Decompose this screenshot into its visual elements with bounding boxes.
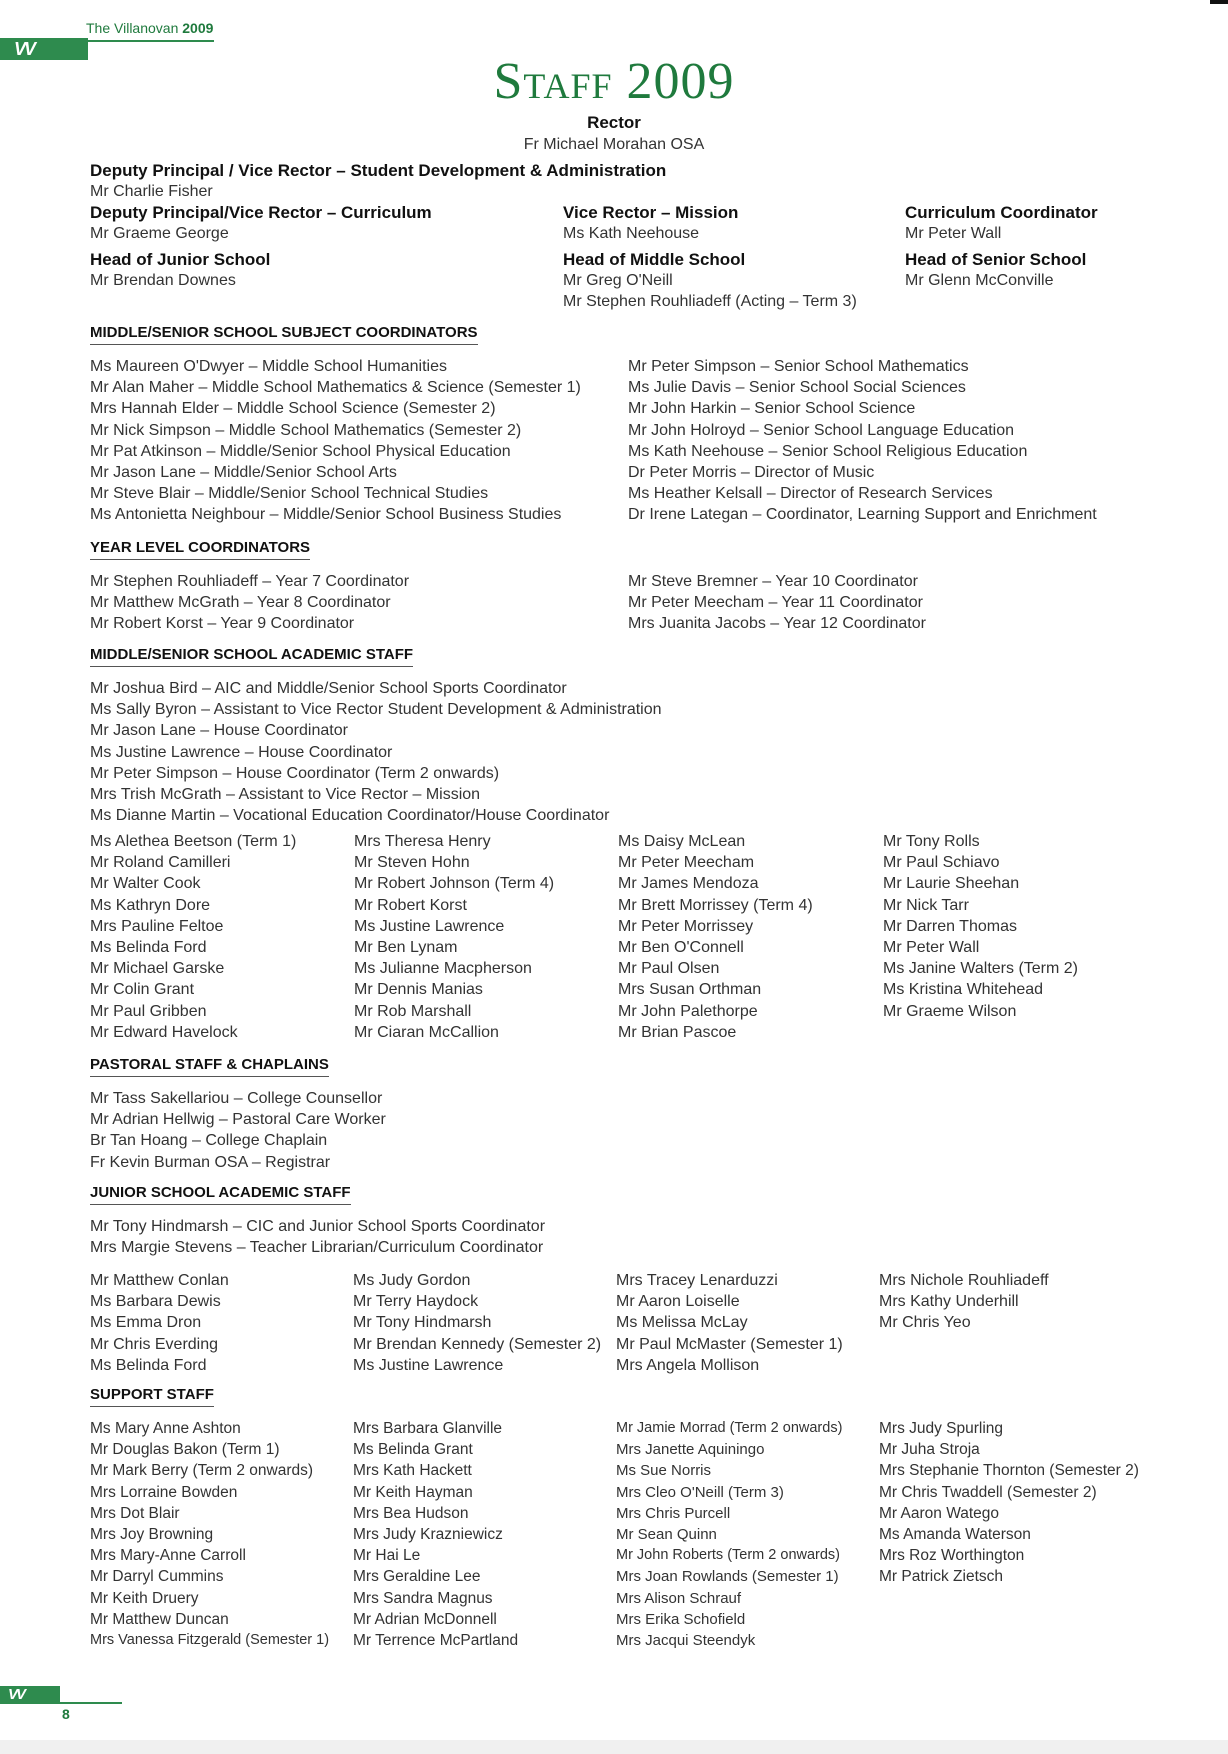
rector-role: Rector [587, 113, 641, 132]
list-item: Mr John Harkin – Senior School Science [628, 400, 916, 418]
list-item: Mr Tass Sakellariou – College Counsellor [90, 1090, 383, 1107]
list-item: Mr Steve Bremner – Year 10 Coordinator [628, 573, 918, 590]
list-item: Mr Keith Druery [90, 1589, 199, 1607]
list-item: Mr Peter Meecham – Year 11 Coordinator [628, 594, 923, 612]
list-item: Ms Justine Lawrence – House Coordinator [90, 743, 393, 761]
list-item: Mr Graeme Wilson [883, 1002, 1017, 1020]
head-senior-role: Head of Senior School [905, 250, 1087, 269]
curr-coord-role: Curriculum Coordinator [905, 203, 1098, 222]
list-item: Mrs Kathy Underhill [879, 1293, 1019, 1311]
list-item: Mr Stephen Rouhliadeff – Year 7 Coordinator [90, 573, 410, 590]
list-item: Mr Nick Tarr [883, 896, 969, 914]
head-senior-name: Mr Glenn McConville [905, 272, 1054, 289]
list-item: Mr Darren Thomas [883, 917, 1017, 935]
list-item: Mrs Jacqui Steendyk [616, 1632, 756, 1650]
list-item: Mr Alan Maher – Middle School Mathematics & Science (Semester 1) [90, 379, 581, 397]
list-item: Ms Kathryn Dore [90, 896, 211, 914]
list-item: Ms Julianne Macpherson [354, 960, 532, 978]
list-item: Mr John Roberts (Term 2 onwards) [616, 1547, 841, 1564]
list-item: Mr John Holroyd – Senior School Language Education [628, 421, 1015, 439]
list-item: Mrs Margie Stevens – Teacher Librarian/Curriculum Coordinator [90, 1239, 544, 1257]
list-item: Mr Tony Hindmarsh – CIC and Junior School Sports Coordinator [90, 1218, 546, 1235]
section-heading-subject-coordinators: MIDDLE/SENIOR SCHOOL SUBJECT COORDINATORS [90, 324, 478, 345]
list-item: Mr Aaron Watego [879, 1504, 1000, 1522]
list-item: Br Tan Hoang – College Chaplain [90, 1132, 328, 1150]
list-item: Ms Daisy McLean [618, 833, 746, 850]
list-item: Mrs Sandra Magnus [353, 1589, 493, 1607]
list-item: Mrs Angela Mollison [616, 1356, 760, 1374]
list-item: Mr Douglas Bakon (Term 1) [90, 1441, 280, 1459]
academic-staff-col3 [618, 831, 813, 1043]
list-item: Mr Jason Lane – House Coordinator [90, 722, 348, 740]
support-col2 [353, 1418, 518, 1651]
list-item: Ms Heather Kelsall – Director of Research Services [628, 485, 993, 503]
list-item: Mr Nick Simpson – Middle School Mathematics (Semester 2) [90, 421, 522, 439]
head-middle-name: Mr Greg O'Neill [563, 272, 673, 289]
list-item: Mr Brendan Kennedy (Semester 2) [353, 1335, 602, 1353]
list-item: Mr Matthew Conlan [90, 1272, 229, 1289]
list-item: Mr Juha Stroja [879, 1441, 980, 1459]
list-item: Mr Paul McMaster (Semester 1) [616, 1335, 843, 1353]
list-item: Ms Belinda Ford [90, 1356, 207, 1374]
list-item: Mrs Nichole Rouhliadeff [879, 1272, 1049, 1289]
list-item: Mrs Trish McGrath – Assistant to Vice Rector – Mission [90, 786, 481, 804]
vr-mission-name: Ms Kath Neehouse [563, 225, 700, 242]
list-item: Mr John Palethorpe [618, 1002, 758, 1020]
footer-rule [60, 1702, 122, 1704]
junior-col4 [879, 1270, 1049, 1334]
list-item: Mr Chris Twaddell (Semester 2) [879, 1483, 1097, 1501]
list-item: Ms Belinda Grant [353, 1441, 473, 1459]
list-item: Mr Darryl Cummins [90, 1568, 224, 1586]
list-item: Mrs Dot Blair [90, 1504, 180, 1522]
deputy-curr-role: Deputy Principal/Vice Rector – Curriculum [90, 203, 432, 222]
head-junior-role: Head of Junior School [90, 250, 271, 269]
section-heading-junior-staff: JUNIOR SCHOOL ACADEMIC STAFF [90, 1184, 351, 1205]
list-item: Mrs Susan Orthman [618, 981, 762, 999]
list-item: Mrs Kath Hackett [353, 1462, 472, 1480]
list-item: Mr Peter Simpson – House Coordinator (Term 2 onwards) [90, 764, 500, 782]
list-item: Mr Adrian Hellwig – Pastoral Care Worker [90, 1111, 386, 1129]
list-item: Mr Matthew McGrath – Year 8 Coordinator [90, 594, 391, 612]
list-item: Mr Edward Havelock [90, 1023, 238, 1041]
footer-logo: VV [8, 1686, 25, 1703]
list-item: Mrs Geraldine Lee [353, 1568, 481, 1586]
section-heading-support-staff: SUPPORT STAFF [90, 1386, 214, 1407]
junior-col2 [353, 1270, 601, 1376]
list-item: Mr Laurie Sheehan [883, 875, 1020, 893]
list-item: Mr Michael Garske [90, 960, 225, 978]
list-item: Mrs Barbara Glanville [353, 1420, 503, 1437]
academic-staff-col4 [883, 831, 1078, 1022]
junior-col3 [616, 1270, 843, 1376]
list-item: Mr Peter Simpson – Senior School Mathematics [628, 358, 969, 375]
head-junior-name: Mr Brendan Downes [90, 272, 236, 289]
list-item: Mr Roland Camilleri [90, 854, 231, 872]
list-item: Mrs Lorraine Bowden [90, 1483, 238, 1501]
list-item: Mr Keith Hayman [353, 1483, 473, 1501]
year-level-left [90, 571, 409, 635]
list-item: Mrs Judy Spurling [879, 1420, 1004, 1437]
list-item: Mrs Janette Aquiningo [616, 1441, 765, 1459]
section-heading-pastoral: PASTORAL STAFF & CHAPLAINS [90, 1056, 329, 1077]
list-item: Mrs Erika Schofield [616, 1610, 746, 1628]
list-item: Ms Alethea Beetson (Term 1) [90, 833, 297, 850]
list-item: Mr Ciaran McCallion [354, 1023, 499, 1041]
subject-coordinators-left [90, 356, 581, 526]
list-item: Mrs Mary-Anne Carroll [90, 1547, 246, 1565]
list-item: Mr Tony Rolls [883, 833, 980, 850]
list-item: Mr Pat Atkinson – Middle/Senior School Physical Education [90, 442, 511, 460]
list-item: Mr Aaron Loiselle [616, 1293, 740, 1311]
academic-staff-col2 [354, 831, 554, 1043]
list-item: Mr Paul Schiavo [883, 854, 1000, 872]
subject-coordinators-right [628, 356, 1097, 526]
vr-mission-role: Vice Rector – Mission [563, 203, 739, 222]
list-item: Mr Chris Everding [90, 1335, 219, 1353]
year-level-right [628, 571, 926, 635]
list-item: Ms Emma Dron [90, 1314, 202, 1332]
list-item: Mrs Roz Worthington [879, 1547, 1025, 1565]
support-col4 [879, 1418, 1139, 1588]
list-item: Fr Kevin Burman OSA – Registrar [90, 1153, 331, 1171]
list-item: Ms Melissa McLay [616, 1314, 748, 1332]
list-item: Ms Kath Neehouse – Senior School Religious Education [628, 442, 1028, 460]
list-item: Mr Peter Morrissey [618, 917, 754, 935]
list-item: Mrs Joy Browning [90, 1526, 214, 1544]
list-item: Mr Robert Johnson (Term 4) [354, 875, 555, 893]
deputy-sd-role: Deputy Principal / Vice Rector – Student Development & Administration [90, 161, 667, 180]
header-rule [88, 40, 214, 42]
list-item: Dr Peter Morris – Director of Music [628, 464, 875, 482]
list-item: Ms Judy Gordon [353, 1272, 471, 1289]
villanovan-logo: VV [14, 39, 35, 59]
rector-name: Fr Michael Morahan OSA [523, 136, 705, 153]
page-title: Staff 2009 [493, 53, 735, 110]
list-item: Mrs Theresa Henry [354, 833, 491, 850]
list-item: Mrs Judy Krazniewicz [353, 1526, 503, 1544]
list-item: Mr Mark Berry (Term 2 onwards) [90, 1462, 314, 1480]
list-item: Mrs Juanita Jacobs – Year 12 Coordinator [628, 615, 926, 633]
list-item: Ms Amanda Waterson [879, 1526, 1031, 1544]
list-item: Mrs Hannah Elder – Middle School Science (Semester 2) [90, 400, 496, 418]
list-item: Ms Dianne Martin – Vocational Education Coordinator/House Coordinator [90, 807, 610, 825]
list-item: Ms Maureen O'Dwyer – Middle School Humanities [90, 358, 447, 375]
list-item: Mr Walter Cook [90, 875, 201, 893]
header-publication: The Villanovan 2009 [86, 20, 214, 36]
support-col3 [616, 1418, 842, 1651]
list-item: Mr James Mendoza [618, 875, 759, 893]
list-item: Mr Steve Blair – Middle/Senior School Technical Studies [90, 485, 489, 503]
corner-mark [1210, 0, 1228, 4]
list-item: Mr Patrick Zietsch [879, 1568, 1004, 1586]
head-middle-acting: Mr Stephen Rouhliadeff (Acting – Term 3) [563, 293, 857, 310]
list-item: Mr Terrence McPartland [353, 1632, 519, 1650]
list-item: Mrs Alison Schrauf [616, 1589, 742, 1607]
list-item: Mr Paul Olsen [618, 960, 720, 978]
section-heading-year-level: YEAR LEVEL COORDINATORS [90, 539, 310, 560]
junior-col1 [90, 1270, 229, 1376]
list-item: Mrs Joan Rowlands (Semester 1) [616, 1568, 839, 1586]
list-item: Mr Robert Korst – Year 9 Coordinator [90, 615, 355, 633]
list-item: Mrs Vanessa Fitzgerald (Semester 1) [90, 1632, 330, 1649]
deputy-curr-name: Mr Graeme George [90, 225, 229, 242]
list-item: Ms Sue Norris [616, 1462, 712, 1480]
list-item: Ms Barbara Dewis [90, 1293, 221, 1311]
list-item: Mr Joshua Bird – AIC and Middle/Senior School Sports Coordinator [90, 680, 567, 697]
list-item: Mr Brian Pascoe [618, 1023, 737, 1041]
list-item: Ms Janine Walters (Term 2) [883, 960, 1078, 978]
list-item: Mrs Cleo O'Neill (Term 3) [616, 1483, 784, 1501]
list-item: Dr Irene Lategan – Coordinator, Learning Support and Enrichment [628, 506, 1097, 524]
list-item: Ms Sally Byron – Assistant to Vice Rector Student Development & Administration [90, 701, 662, 719]
list-item: Mr Ben Lynam [354, 939, 458, 957]
list-item: Mr Hai Le [353, 1547, 421, 1565]
section-heading-academic-staff: MIDDLE/SENIOR SCHOOL ACADEMIC STAFF [90, 646, 413, 667]
list-item: Ms Justine Lawrence [354, 917, 505, 935]
list-item: Ms Julie Davis – Senior School Social Sciences [628, 379, 966, 397]
list-item: Mr Sean Quinn [616, 1526, 717, 1544]
list-item: Mrs Stephanie Thornton (Semester 2) [879, 1462, 1139, 1480]
list-item: Ms Antonietta Neighbour – Middle/Senior School Business Studies [90, 506, 562, 524]
list-item: Mr Jamie Morrad (Term 2 onwards) [616, 1420, 843, 1436]
list-item: Mr Steven Hohn [354, 854, 470, 872]
pastoral-list [90, 1088, 386, 1173]
list-item: Ms Justine Lawrence [353, 1356, 504, 1374]
list-item: Ms Kristina Whitehead [883, 981, 1044, 999]
list-item: Mr Terry Haydock [353, 1293, 479, 1311]
page-number: 8 [62, 1706, 70, 1722]
list-item: Mr Jason Lane – Middle/Senior School Arts [90, 464, 397, 482]
list-item: Mr Rob Marshall [354, 1002, 472, 1020]
support-col1 [90, 1418, 329, 1651]
list-item: Mrs Tracey Lenarduzzi [616, 1272, 778, 1289]
academic-staff-roles [90, 678, 662, 826]
list-item: Mr Brett Morrissey (Term 4) [618, 896, 813, 914]
list-item: Ms Mary Anne Ashton [90, 1420, 241, 1437]
list-item: Mr Tony Hindmarsh [353, 1314, 492, 1332]
list-item: Mr Adrian McDonnell [353, 1610, 497, 1628]
page-bottom-edge [0, 1740, 1228, 1754]
list-item: Mr Colin Grant [90, 981, 195, 999]
list-item: Mr Ben O'Connell [618, 939, 744, 957]
list-item: Mr Paul Gribben [90, 1002, 207, 1020]
list-item: Mr Dennis Manias [354, 981, 483, 999]
curr-coord-name: Mr Peter Wall [905, 225, 1002, 242]
list-item: Mrs Bea Hudson [353, 1504, 469, 1522]
junior-roles [90, 1216, 545, 1258]
head-middle-role: Head of Middle School [563, 250, 746, 269]
list-item: Mr Matthew Duncan [90, 1610, 229, 1628]
list-item: Ms Belinda Ford [90, 939, 207, 957]
list-item: Mr Chris Yeo [879, 1314, 971, 1332]
list-item: Mr Peter Meecham [618, 854, 755, 872]
list-item: Mr Peter Wall [883, 939, 980, 957]
deputy-sd-name: Mr Charlie Fisher [90, 183, 213, 200]
list-item: Mrs Chris Purcell [616, 1504, 731, 1522]
list-item: Mr Robert Korst [354, 896, 467, 914]
academic-staff-col1 [90, 831, 296, 1043]
list-item: Mrs Pauline Feltoe [90, 917, 224, 935]
